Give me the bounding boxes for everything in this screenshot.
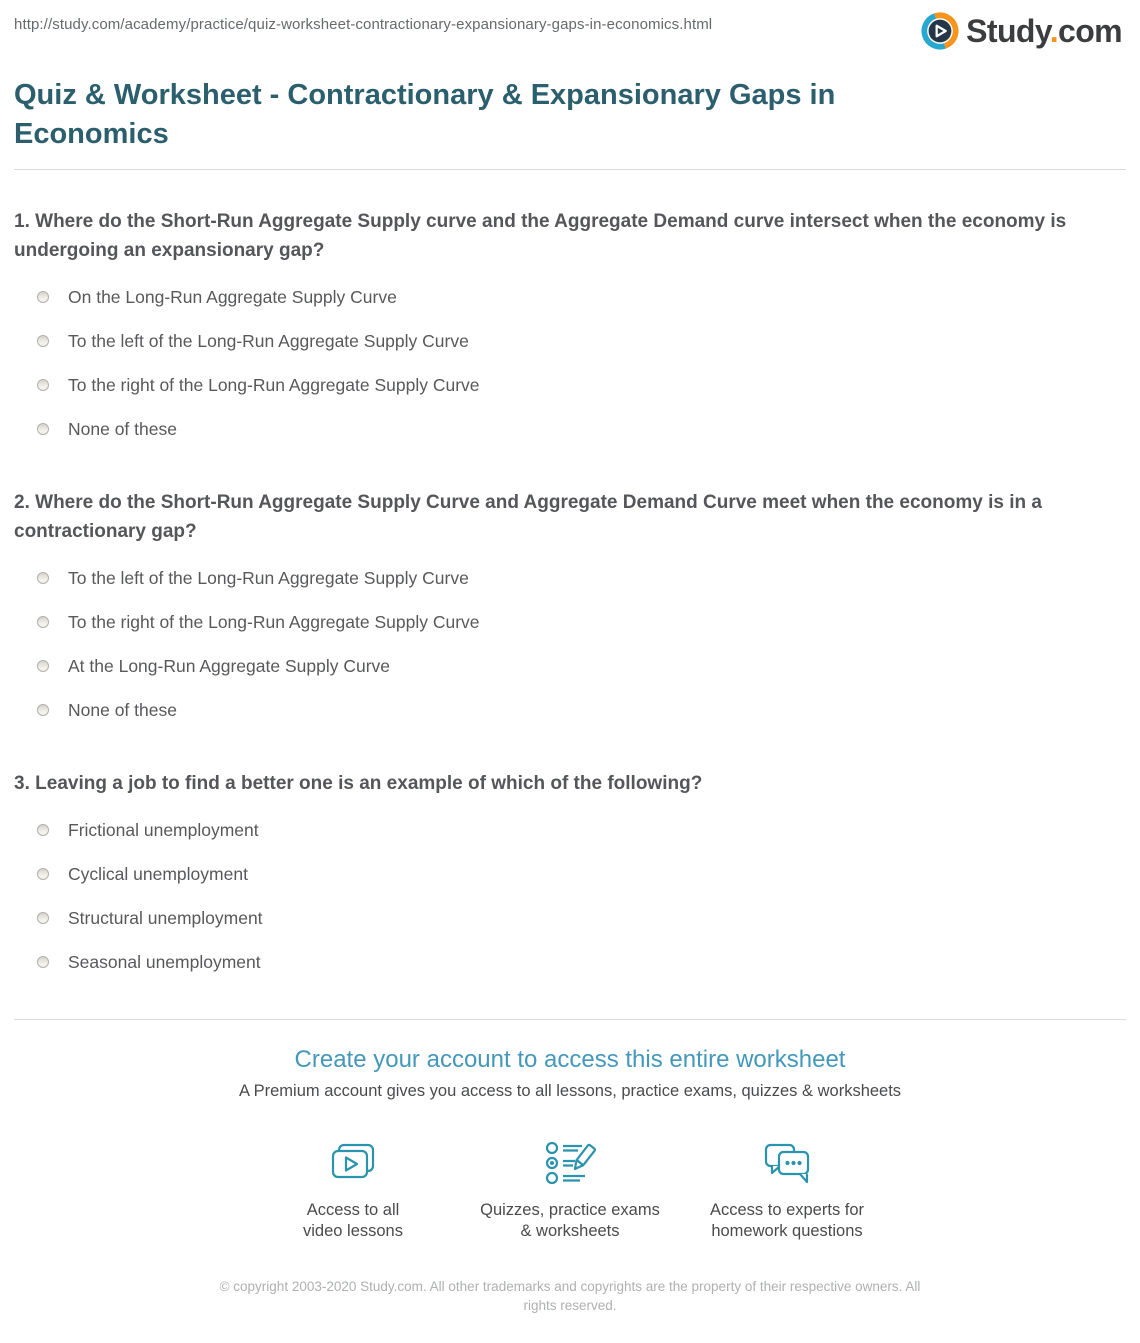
option[interactable] <box>14 363 1126 407</box>
option-label[interactable]: None of these <box>68 699 177 720</box>
radio-button[interactable] <box>37 912 49 924</box>
caption-line: Quizzes, practice exams <box>480 1201 660 1219</box>
feature-quizzes-worksheets <box>462 1139 679 1242</box>
option-label[interactable]: Frictional unemployment <box>68 819 259 840</box>
option[interactable] <box>14 319 1126 363</box>
radio-button[interactable] <box>37 956 49 968</box>
option-label[interactable]: Seasonal unemployment <box>68 951 261 972</box>
features-row <box>14 1139 1126 1242</box>
signup-divider <box>14 1019 1126 1020</box>
option[interactable] <box>14 600 1126 644</box>
question-2-text <box>14 488 1126 546</box>
option[interactable] <box>14 852 1126 896</box>
question-1-text <box>14 207 1126 265</box>
radio-button[interactable] <box>37 291 49 303</box>
option-label[interactable]: At the Long-Run Aggregate Supply Curve <box>68 655 391 676</box>
option[interactable] <box>14 688 1126 732</box>
title-divider <box>14 169 1126 170</box>
caption-line: homework questions <box>711 1222 863 1240</box>
copyright-notice: © copyright 2003-2020 Study.com. All other trademarks and copyrights are the property of their respective owners. All rights reserved. <box>219 1279 921 1313</box>
option-label[interactable]: On the Long-Run Aggregate Supply Curve <box>68 286 397 307</box>
option-label[interactable]: Cyclical unemployment <box>68 863 248 884</box>
page-url: http://study.com/academy/practice/quiz-worksheet-contractionary-expansionary-gaps-in-economics.html <box>14 16 713 33</box>
studycom-logo-text <box>966 13 1122 50</box>
studycom-logo-icon <box>921 12 959 50</box>
radio-button[interactable] <box>37 868 49 880</box>
radio-button[interactable] <box>37 335 49 347</box>
question-3-number: 3. <box>14 773 30 794</box>
quizzes-worksheets-icon <box>462 1139 679 1189</box>
caption-line: & worksheets <box>520 1222 620 1240</box>
radio-button[interactable] <box>37 616 49 628</box>
option[interactable] <box>14 275 1126 319</box>
signup-subheading: A Premium account gives you access to all lessons, practice exams, quizzes & worksheets <box>238 1082 902 1100</box>
option[interactable] <box>14 644 1126 688</box>
studycom-logo[interactable] <box>921 12 1122 50</box>
logo-word: Study <box>966 12 1050 49</box>
question-2-options <box>14 556 1126 732</box>
question-2 <box>14 488 1126 732</box>
question-1 <box>14 207 1126 451</box>
radio-button[interactable] <box>37 660 49 672</box>
question-3-options <box>14 808 1126 984</box>
signup-heading[interactable]: Create your account to access this entire worksheet <box>294 1046 846 1073</box>
radio-button[interactable] <box>37 379 49 391</box>
caption-line: Access to all <box>306 1201 400 1219</box>
option[interactable] <box>14 556 1126 600</box>
question-3-text <box>14 769 1126 798</box>
radio-button[interactable] <box>37 572 49 584</box>
option-label[interactable]: To the left of the Long-Run Aggregate Supply Curve <box>68 330 469 351</box>
page-title: Quiz & Worksheet - Contractionary & Expansionary Gaps in Economics <box>14 79 836 150</box>
logo-tld: com <box>1058 12 1122 49</box>
page-header <box>0 0 1140 50</box>
feature-expert-help <box>679 1139 896 1242</box>
question-3-body: Leaving a job to find a better one is an example of which of the following? <box>35 773 703 794</box>
radio-button[interactable] <box>37 423 49 435</box>
option-label[interactable]: To the right of the Long-Run Aggregate Supply Curve <box>68 611 480 632</box>
option-label[interactable]: To the right of the Long-Run Aggregate Supply Curve <box>68 374 480 395</box>
caption-line: video lessons <box>303 1222 403 1240</box>
question-1-number: 1. <box>14 211 30 232</box>
question-2-number: 2. <box>14 492 30 513</box>
logo-dot: . <box>1049 12 1058 49</box>
option[interactable] <box>14 940 1126 984</box>
radio-button[interactable] <box>37 704 49 716</box>
option-label[interactable]: None of these <box>68 418 177 439</box>
question-3 <box>14 769 1126 984</box>
option[interactable] <box>14 896 1126 940</box>
option-label[interactable]: To the left of the Long-Run Aggregate Supply Curve <box>68 567 469 588</box>
option-label[interactable]: Structural unemployment <box>68 907 263 928</box>
feature-video-lessons <box>245 1139 462 1242</box>
caption-line: Access to experts for <box>709 1201 865 1219</box>
feature-caption <box>462 1200 679 1242</box>
expert-chat-icon <box>679 1139 896 1189</box>
radio-button[interactable] <box>37 824 49 836</box>
option[interactable] <box>14 808 1126 852</box>
feature-caption <box>679 1200 896 1242</box>
question-2-body: Where do the Short-Run Aggregate Supply Curve and Aggregate Demand Curve meet when the economy is in a contractionary gap? <box>14 492 1042 542</box>
question-1-options <box>14 275 1126 451</box>
option[interactable] <box>14 407 1126 451</box>
question-1-body: Where do the Short-Run Aggregate Supply curve and the Aggregate Demand curve intersect when the economy is undergoing an expansionary gap? <box>14 211 1067 261</box>
main-content <box>0 76 1140 1343</box>
feature-caption <box>245 1200 462 1242</box>
video-lessons-icon <box>245 1139 462 1189</box>
signup-section <box>14 1046 1126 1343</box>
